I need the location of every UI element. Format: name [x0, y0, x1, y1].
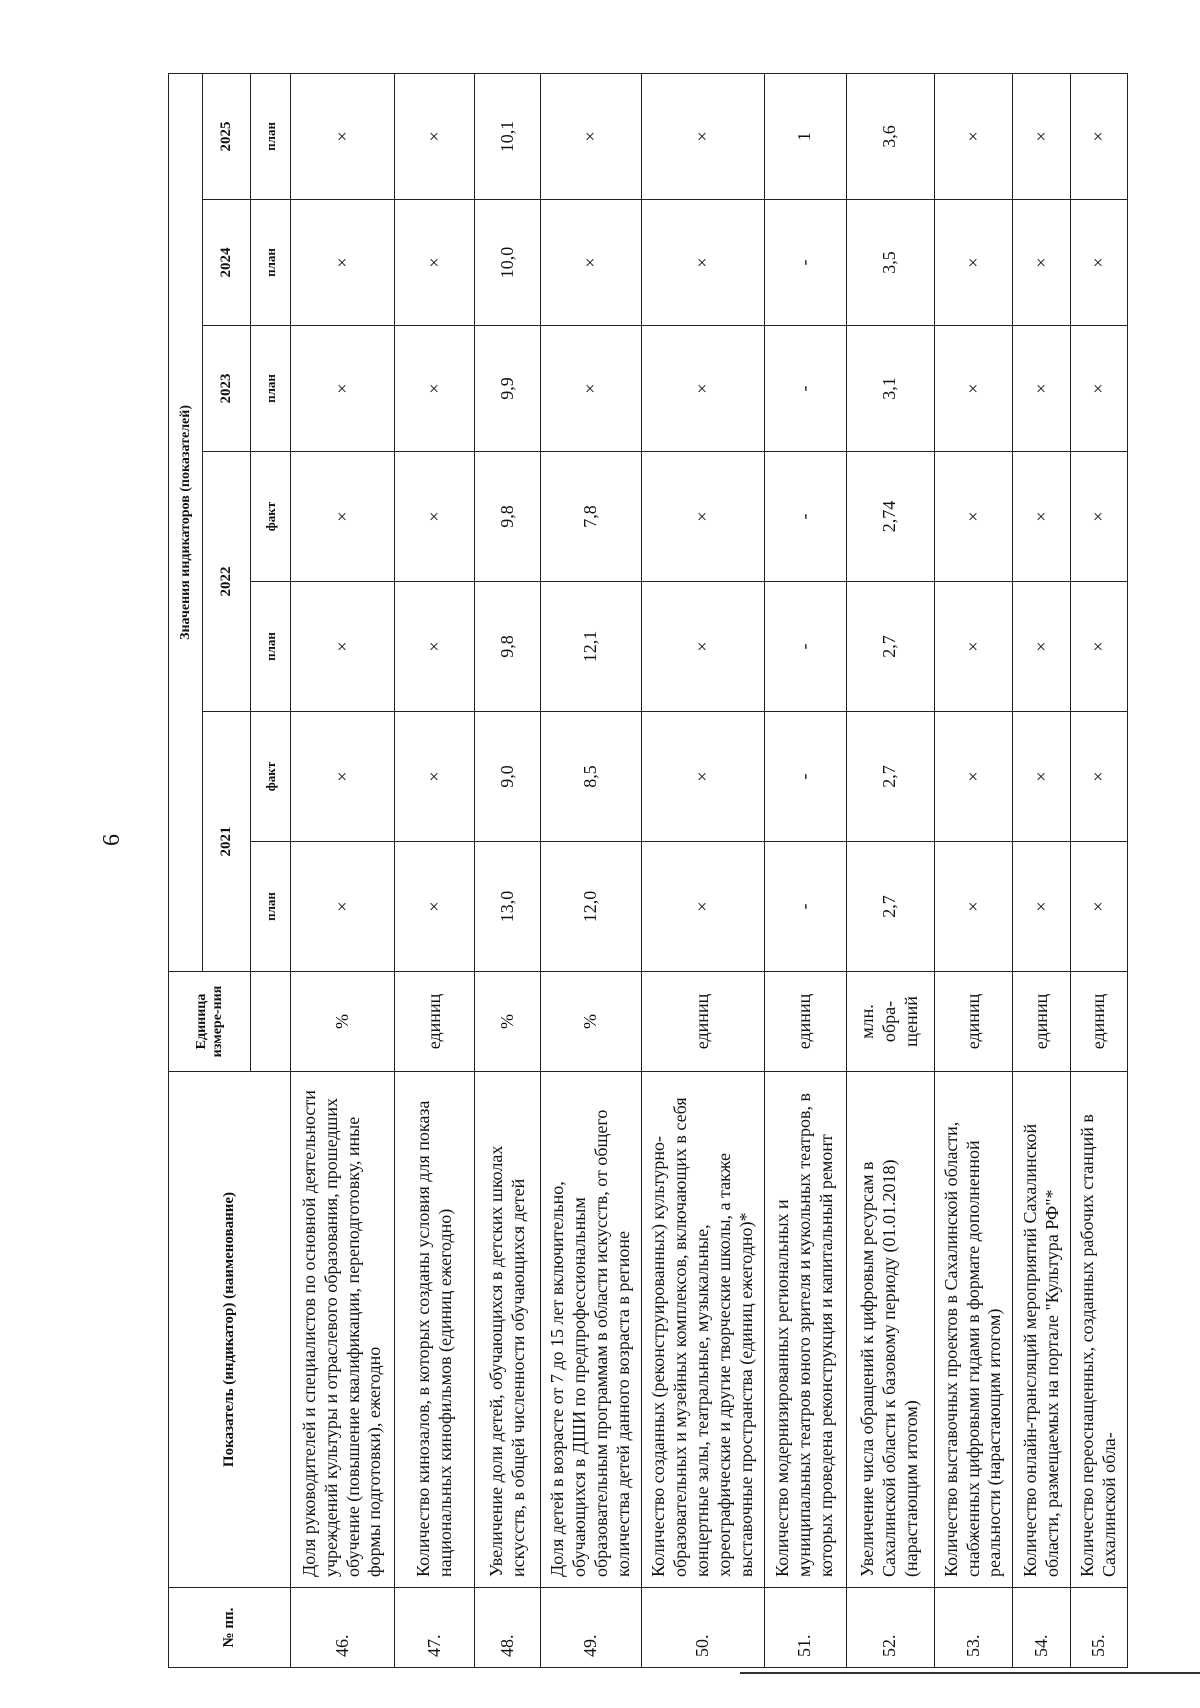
indicator-value: ×	[1013, 582, 1071, 712]
indicator-name: Количество созданных (реконструированных) культурно-образовательных и музейных комплексов, включающих в себя концертные залы, театральные, музыкальные, хореографические и другие творческие школы, а также выставочные пространства (единиц ежегодно)*	[641, 1072, 764, 1588]
rotated-table-container	[168, 74, 1120, 1668]
indicator-value: -	[764, 452, 846, 582]
indicator-name: Увеличение числа обращений к цифровым ресурсам в Сахалинской области к базовому периоду (01.01.2018) (нарастающим итогом)	[846, 1072, 934, 1588]
indicator-value: 8,5	[541, 712, 642, 842]
indicator-value: ×	[934, 582, 1013, 712]
indicator-value: ×	[395, 73, 475, 199]
table-row	[934, 73, 1013, 1667]
table-row	[641, 73, 764, 1667]
indicator-name: Количество выставочных проектов в Сахалинской области, снабженных цифровыми гидами в формате дополненной реальности (нарастающим итогом)	[934, 1072, 1013, 1588]
table-row	[541, 73, 642, 1667]
indicator-value: ×	[395, 200, 475, 326]
indicator-value: ×	[641, 842, 764, 972]
row-number: 47.	[395, 1588, 475, 1668]
table-row	[1071, 73, 1128, 1667]
indicator-name: Количество кинозалов, в которых созданы условия для показа национальных кинофильмов (единиц ежегодно)	[395, 1072, 475, 1588]
indicator-value: ×	[641, 712, 764, 842]
indicator-value: ×	[1071, 200, 1128, 326]
indicator-value: ×	[641, 582, 764, 712]
indicator-value: 9,0	[475, 712, 541, 842]
indicator-value: 3,1	[846, 326, 934, 452]
indicator-value: -	[764, 200, 846, 326]
indicator-value: ×	[1071, 452, 1128, 582]
indicator-value: ×	[291, 452, 395, 582]
row-number: 48.	[475, 1588, 541, 1668]
indicator-value: 13,0	[475, 842, 541, 972]
indicator-name: Количество модернизированных региональных и муниципальных театров юного зрителя и кукольных театров, в которых проведена реконструкция и капитальный ремонт	[764, 1072, 846, 1588]
header-sub-2024-plan: план	[251, 200, 291, 326]
indicator-value: ×	[934, 712, 1013, 842]
indicator-value: ×	[541, 326, 642, 452]
table-row	[764, 73, 846, 1667]
indicator-value: ×	[291, 73, 395, 199]
row-number: 55.	[1071, 1588, 1128, 1668]
unit-of-measure: млн. обра-щений	[846, 972, 934, 1072]
indicator-value: ×	[1013, 452, 1071, 582]
header-sub-2022-plan: план	[251, 582, 291, 712]
header-year-2022: 2022	[203, 452, 251, 712]
header-unit: Единица измере-ния	[169, 972, 251, 1072]
row-number: 49.	[541, 1588, 642, 1668]
header-sub-2022-fact: факт	[251, 452, 291, 582]
indicator-value: ×	[934, 73, 1013, 199]
indicator-value: ×	[1071, 326, 1128, 452]
indicator-value: ×	[291, 842, 395, 972]
indicator-name: Количество переоснащенных, созданных рабочих станций в Сахалинской обла-	[1071, 1072, 1128, 1588]
indicator-value: ×	[395, 712, 475, 842]
row-number: 50.	[641, 1588, 764, 1668]
row-number: 46.	[291, 1588, 395, 1668]
indicators-table	[168, 73, 1128, 1668]
indicator-value: ×	[291, 582, 395, 712]
indicator-value: 1	[764, 73, 846, 199]
indicator-value: ×	[934, 452, 1013, 582]
indicator-value: 9,9	[475, 326, 541, 452]
unit-of-measure: единиц	[934, 972, 1013, 1072]
header-sub-2021-fact: факт	[251, 712, 291, 842]
indicator-value: 7,8	[541, 452, 642, 582]
indicator-value: ×	[291, 326, 395, 452]
indicator-name: Доля руководителей и специалистов по основной деятельности учреждений культуры и отраслевого образования, прошедших обучение (повышение квалификации, переподготовку, иные формы подготовки), ежегодно	[291, 1072, 395, 1588]
indicator-value: ×	[395, 582, 475, 712]
indicator-value: 10,0	[475, 200, 541, 326]
indicator-value: -	[764, 842, 846, 972]
indicator-value: 9,8	[475, 582, 541, 712]
indicator-value: ×	[395, 452, 475, 582]
indicator-value: 2,74	[846, 452, 934, 582]
header-year-2021: 2021	[203, 712, 251, 972]
table-row	[395, 73, 475, 1667]
header-sub-2023-plan: план	[251, 326, 291, 452]
unit-of-measure: единиц	[395, 972, 475, 1072]
header-year-2024: 2024	[203, 200, 251, 326]
indicator-value: ×	[291, 712, 395, 842]
header-unit-blank	[251, 972, 291, 1072]
row-number: 54.	[1013, 1588, 1071, 1668]
indicator-value: 9,8	[475, 452, 541, 582]
indicator-value: 2,7	[846, 582, 934, 712]
indicator-value: ×	[1013, 326, 1071, 452]
table-body	[291, 73, 1128, 1667]
indicator-value: 10,1	[475, 73, 541, 199]
indicator-value: 3,6	[846, 73, 934, 199]
header-num: № пп.	[169, 1588, 291, 1668]
indicator-value: ×	[395, 326, 475, 452]
indicator-name: Увеличение доли детей, обучающихся в детских школах искусств, в общей численности обучающихся детей	[475, 1072, 541, 1588]
indicator-value: ×	[934, 326, 1013, 452]
header-sub-2021-plan: план	[251, 842, 291, 972]
indicator-value: ×	[395, 842, 475, 972]
indicator-value: ×	[641, 200, 764, 326]
indicator-value: 2,7	[846, 842, 934, 972]
indicator-value: ×	[641, 452, 764, 582]
indicator-value: ×	[934, 200, 1013, 326]
page-number: 6	[99, 834, 125, 846]
indicator-value: ×	[934, 842, 1013, 972]
unit-of-measure: единиц	[764, 972, 846, 1072]
indicator-name: Количество онлайн-трансляций мероприятий Сахалинской области, размещаемых на портале "Культура РФ"*	[1013, 1072, 1071, 1588]
bottom-divider	[740, 1672, 1200, 1674]
unit-of-measure: единиц	[641, 972, 764, 1072]
indicator-value: 2,7	[846, 712, 934, 842]
indicator-value: -	[764, 582, 846, 712]
table-row	[291, 73, 395, 1667]
indicator-value: ×	[641, 326, 764, 452]
unit-of-measure: единиц	[1013, 972, 1071, 1072]
unit-of-measure: %	[541, 972, 642, 1072]
table-row	[475, 73, 541, 1667]
indicator-value: 12,0	[541, 842, 642, 972]
indicator-value: ×	[1071, 582, 1128, 712]
indicator-value: ×	[1071, 73, 1128, 199]
unit-of-measure: %	[291, 972, 395, 1072]
row-number: 51.	[764, 1588, 846, 1668]
indicator-value: ×	[1013, 712, 1071, 842]
table-row	[846, 73, 934, 1667]
indicator-value: 12,1	[541, 582, 642, 712]
header-year-2025: 2025	[203, 73, 251, 199]
row-number: 53.	[934, 1588, 1013, 1668]
header-indicator-name: Показатель (индикатор) (наименование)	[169, 1072, 291, 1588]
unit-of-measure: %	[475, 972, 541, 1072]
indicator-value: 3,5	[846, 200, 934, 326]
indicator-value: ×	[1013, 200, 1071, 326]
header-sub-2025-plan: план	[251, 73, 291, 199]
indicator-value: ×	[641, 73, 764, 199]
unit-of-measure: единиц	[1071, 972, 1128, 1072]
header-values-group: Значения индикаторов (показателей)	[169, 73, 203, 971]
header-year-2023: 2023	[203, 326, 251, 452]
indicator-value: ×	[291, 200, 395, 326]
indicator-value: -	[764, 712, 846, 842]
row-number: 52.	[846, 1588, 934, 1668]
indicator-value: -	[764, 326, 846, 452]
indicator-value: ×	[1071, 842, 1128, 972]
indicator-value: ×	[1013, 73, 1071, 199]
indicator-value: ×	[541, 73, 642, 199]
indicator-value: ×	[1071, 712, 1128, 842]
indicator-value: ×	[1013, 842, 1071, 972]
indicator-name: Доля детей в возрасте от 7 до 15 лет включительно, обучающихся в ДШИ по предпрофессиональным образовательным программам в области искусств, от общего количества детей данного возраста в регионе	[541, 1072, 642, 1588]
indicator-value: ×	[541, 200, 642, 326]
table-row	[1013, 73, 1071, 1667]
